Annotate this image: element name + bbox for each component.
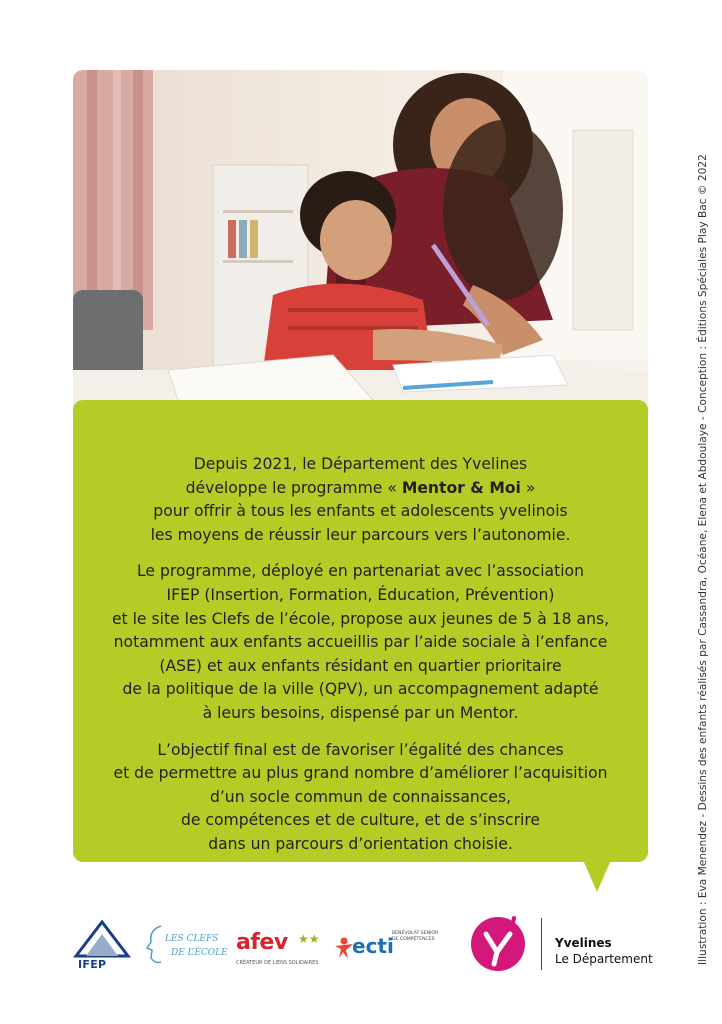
ifep-logo [72,918,132,974]
ecti-logo [334,928,444,968]
clefs-ecole-logo [145,922,228,972]
text-line: et le site les Clefs de l’école, propose aux jeunes de 5 à 18 ans, [111,609,610,628]
afev-subtitle: CRÉATEUR DE LIENS SOLIDAIRES [236,960,319,966]
hero-photo [73,70,648,415]
ifep-label: IFEP [78,958,107,971]
ecti-subtitle: BÉNÉVOLAT SENIOR DE COMPÉTENCES [392,931,439,942]
paragraph-intro [73,453,648,547]
text-line: à leurs besoins, dispensé par un Mentor. [202,703,519,722]
photo-illustration [73,70,648,415]
text-line: Depuis 2021, le Département des Yvelines [193,455,528,473]
paragraph-program [73,560,648,725]
text-line: notamment aux enfants accueillis par l’aide sociale à l’enfance [113,633,608,652]
text-line: pour offrir à tous les enfants et adolescents yvelinois [153,502,568,521]
afev-word: afev [236,930,288,955]
yvelines-y-icon [470,912,526,972]
text-line: IFEP (Insertion, Formation, Éducation, Prévention) [166,585,555,604]
face-profile-icon [145,922,167,972]
text-line: dans un parcours d’orientation choisie. [208,834,513,853]
text-line: et de permettre au plus grand nombre d’améliorer l’acquisition [113,764,608,783]
illustration-credit: Illustration : Eva Menendez - Dessins des enfants réalisés par Cassandra, Océane, Elena et Abdoulaye - Conception : Éditions Spéciales Play Bac © 2022 [697,154,709,965]
afev-stars-icon: ★★ [298,932,320,946]
yvelines-y-logo [470,912,526,972]
text-line: Le programme, déployé en partenariat avec l’association [137,562,584,581]
text-line: les moyens de réussir leur parcours vers l’autonomie. [150,525,571,544]
partner-logos [0,900,722,1000]
text-line [73,477,648,501]
text-fragment: développe le programme « [185,478,402,497]
text-line: de la politique de la ville (QPV), un accompagnement adapté [122,680,599,699]
clefs-line2: DE L’ÉCOLE [171,948,228,958]
paragraph-objective [73,739,648,857]
text-line: d’un socle commun de connaissances, [209,787,512,806]
clefs-line1: LES CLEFS [165,934,219,944]
ecti-word: ecti [352,934,394,958]
text-line: (ASE) et aux enfants résidant en quartier prioritaire [159,656,562,675]
speech-text [73,453,648,870]
text-fragment: » [520,478,536,497]
program-name: Mentor & Moi [401,478,521,497]
text-line: L’objectif final est de favoriser l’égalité des chances [157,740,564,759]
logo-divider [541,918,542,970]
yvelines-title: Yvelines [555,936,612,950]
speech-box [73,400,648,862]
ifep-triangle-icon [72,918,132,958]
ecti-figure-icon [334,936,354,960]
text-line: de compétences et de culture, et de s’inscrire [180,811,541,830]
yvelines-subtitle: Le Département [555,952,653,966]
speech-tail [583,860,611,892]
afev-logo [236,930,326,970]
